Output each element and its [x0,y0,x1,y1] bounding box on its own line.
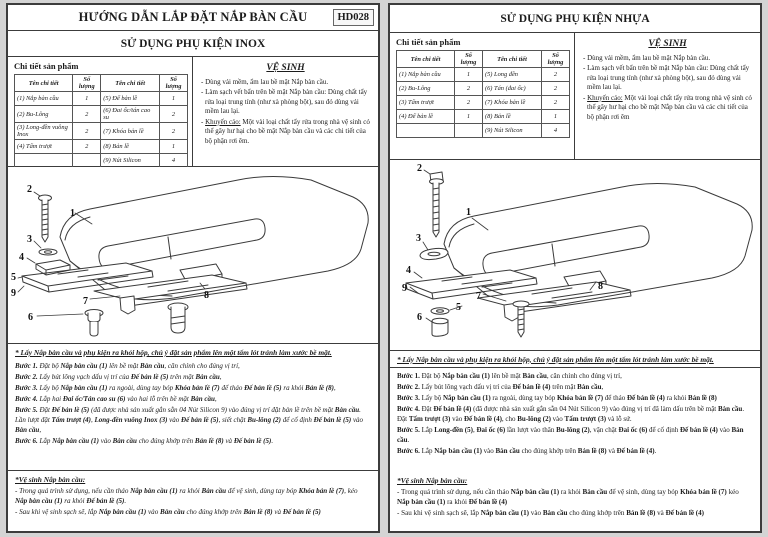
table-cell: 2 [73,140,101,154]
part-label-6: 6 [417,312,422,323]
exploded-diagram-inox [8,167,378,344]
table-row [397,82,570,96]
install-steps-section [390,368,760,472]
col-header: Số lượng [541,51,569,68]
table-cell: (4) Đế bản lề [397,110,455,124]
seat-cleaning-section [8,471,378,531]
table-cell: 4 [541,124,569,138]
part-label-4: 4 [406,265,411,276]
col-header: Tên chi tiết [101,75,160,92]
table-row [397,68,570,82]
table-cell: (2) Bu-Lông [15,106,73,123]
seat-cleaning-title: *Vệ sinh Nắp bàn cầu: [397,476,468,485]
parts-table-panel [390,33,575,159]
table-row [397,96,570,110]
seat-cleaning-item: - Sau khi vệ sinh sạch sẽ, lắp Nắp bàn cầu (1) vào Bàn cầu cho đúng khớp trên Bản lề (8) và Đế bản lề (5) [15,507,321,516]
table-cell: 1 [73,92,101,106]
table-header-row [397,51,570,68]
table-cell: (4) Tấm trượt [15,140,73,154]
section-subtitle-inox: SỬ DỤNG PHỤ KIỆN INOX [8,31,378,57]
unboxing-note: * Lấy Nắp bàn cầu và phụ kiện ra khỏi hộp, chú ý đặt sản phẩm lên một tấm lót tránh làm xước bề mặt. [397,354,714,364]
part-label-8: 8 [598,281,603,292]
part-label-1: 1 [70,208,75,219]
part-label-3: 3 [416,233,421,244]
col-header: Tên chi tiết [15,75,73,92]
part-label-7: 7 [476,291,481,302]
table-cell: (7) Khóa bản lề [101,123,160,140]
table-cell: 2 [454,82,482,96]
table-cell: (7) Khóa bản lề [482,96,541,110]
parts-label: Chi tiết sản phẩm [14,61,79,71]
table-cell: (3) Long-đền vuông Inox [15,123,73,140]
seat-cleaning-item: - Trong quá trình sử dụng, nếu cần tháo Nắp bàn cầu (1) ra khỏi Bàn cầu để vệ sinh, dùng tay bóp Khóa bản lề (7), kéo Nắp bàn cầu (1) ra khỏi Đế bản lề (5). [15,487,358,505]
table-cell: (5) Đế bản lề [101,92,160,106]
table-row [397,124,570,138]
install-step: Bước 5. Lắp Long-đền (5), Đai ốc (6) lần lượt vào thân Bu-lông (2), vặn chặt Đai ốc (6) để cố định Đế bản lề (4) vào Bàn cầu. [397,426,744,444]
install-step: Bước 6. Lắp Nắp bàn cầu (1) vào Bàn cầu cho đúng khớp trên Bản lề (8) và Đế bản lề (5). [15,437,274,445]
col-header: Số lượng [454,51,482,68]
table-cell: 1 [160,140,188,154]
table-cell: (9) Nút Silicon [482,124,541,138]
cleaning-item: - Làm sạch vết bẩn trên bề mặt Nắp bàn cầu: Dùng chất tẩy rửa loại trung tính (như xà phòng bột), sau đó dùng vải mềm lau lại. [583,64,750,92]
part-label-5: 5 [11,272,16,283]
table-cell: (8) Bản lề [101,140,160,154]
table-header-row [15,75,188,92]
table-cell: 2 [541,82,569,96]
table-cell: 1 [541,110,569,124]
seat-cleaning-item: - Trong quá trình sử dụng, nếu cần tháo Nắp bàn cầu (1) ra khỏi Bàn cầu để vệ sinh, dùng tay bóp Khóa bản lề (7) kéo Nắp bàn cầu (1) ra khỏi Đế bản lề (4) [397,488,739,506]
table-cell [73,154,101,168]
col-header: Tên chi tiết [482,51,541,68]
washer-drawing [431,308,449,314]
document-code-badge: HD028 [333,9,375,26]
cleaning-panel [575,33,760,159]
install-step: Bước 5. Đặt Đế bản lề (5) (đã được nhà sản xuất gắn sẵn 04 Nút Silicon 9) vào đúng vị trí đặt bản lề trên bề mặt Bàn cầu. Lần lượt đặt Tấm trượt (4), Long-đền vuông Inox (3) vào Đế bản lề (5), siết chặt Bu-lông (2) để cố định Đế bản lề (5) vào Bàn cầu, [15,406,364,434]
part-label-3: 3 [27,234,32,245]
table-cell: 2 [454,96,482,110]
table-cell: 2 [160,123,188,140]
cleaning-item: - Dùng vải mềm, ẩm lau bề mặt Nắp bàn cầu. [201,78,329,86]
part-label-2: 2 [27,184,32,195]
install-step: Bước 6. Lắp Nắp bàn cầu (1) vào Bàn cầu cho đúng khớp trên Bản lề (8) và Đế bản lề (4). [397,447,657,455]
table-cell: (2) Bu-Lông [397,82,455,96]
part-label-6: 6 [28,312,33,323]
seat-cleaning-title: *Vệ sinh Nắp bàn cầu: [15,475,86,484]
exploded-diagram-drawing [8,167,378,343]
seat-cleaning-item: - Sau khi vệ sinh sạch sẽ, lắp Nắp bàn cầu (1) vào Bàn cầu cho đúng khớp trên Bản lề (8) và Đế bản lề (4) [397,508,705,517]
page-nhua [388,3,762,533]
install-step: Bước 2. Lấy bút lông vạch dấu vị trí của Đế bản lề (5) trên mặt Bàn cầu, [15,373,222,381]
part-label-5: 5 [456,302,461,313]
part-label-9: 9 [402,283,407,294]
table-cell: 4 [160,154,188,168]
table-cell: 1 [454,110,482,124]
parts-table [14,74,188,168]
dish-washer-drawing [420,248,448,259]
cleaning-item: - Khuyến cáo: Một vài loại chất tẩy rửa trong nhà vệ sinh có thể gây hư hại cho bề mặt Nắp bàn cầu và các chi tiết của bộ phận rơi êm. [201,117,370,145]
product-info-section [390,33,760,160]
table-cell: (9) Nút Silicon [101,154,160,168]
table-cell: (3) Tấm trượt [397,96,455,110]
install-steps-section [8,344,378,471]
table-cell: 2 [541,68,569,82]
install-step: Bước 2. Lấy bút lông vạch dấu vị trí của Đế bản lề (4) trên mặt Bàn cầu, [397,383,604,391]
install-step: Bước 3. Lấy bộ Nắp bàn cầu (1) ra ngoài, dùng tay bóp Khóa bản lề (7) để tháo Đế bản lề (5) ra khỏi Bản lề (8), [15,384,336,392]
parts-table [396,50,570,138]
table-cell [397,124,455,138]
part-label-4: 4 [19,252,24,263]
document-title-bar [8,5,378,31]
product-info-section [8,57,378,167]
section-subtitle-nhua: SỬ DỤNG PHỤ KIỆN NHỰA [390,5,760,33]
table-cell: (6) Đai ốc/tán cao su [101,106,160,123]
cleaning-panel [193,57,378,166]
table-row [15,154,188,168]
install-step: Bước 1. Đặt bộ Nắp bàn cầu (1) lên bề mặt Bàn cầu, căn chỉnh cho đúng vị trí, [15,362,240,370]
document-title: HƯỚNG DẪN LẮP ĐẶT NẮP BÀN CẦU [78,10,308,24]
table-cell: (1) Nắp bàn cầu [397,68,455,82]
install-step: Bước 1. Đặt bộ Nắp bàn cầu (1) lên bề mặt Bàn cầu, căn chỉnh cho đúng vị trí, [397,372,622,380]
table-cell: (5) Long đền [482,68,541,82]
page-inox [6,3,380,533]
table-cell: 2 [73,123,101,140]
col-header: Tên chi tiết [397,51,455,68]
hinge-lock-drawing [120,296,135,314]
col-header: Số lượng [160,75,188,92]
table-cell: 1 [160,92,188,106]
cleaning-title: VỆ SINH [648,39,687,49]
table-cell [454,124,482,138]
unboxing-note-row [390,351,760,368]
table-cell: 2 [73,106,101,123]
table-row [15,123,188,140]
seat-cleaning-section [390,472,760,531]
table-cell: 2 [160,106,188,123]
install-step: Bước 4. Lắp hai Đai ốc/Tán cao su (6) vào hai lỗ trên bề mặt Bàn cầu, [15,395,217,403]
col-header: Số lượng [73,75,101,92]
cleaning-title: VỆ SINH [266,63,305,73]
cleaning-item: - Khuyến cáo: Một vài loại chất tẩy rửa trong nhà vệ sinh có thể gây hư hại cho bề mặt Nắp bàn cầu và các chi tiết của bộ phận rơi êm [583,93,752,121]
parts-label: Chi tiết sản phẩm [396,37,461,47]
table-row [397,110,570,124]
table-cell: 2 [541,96,569,110]
table-row [15,92,188,106]
parts-table-panel [8,57,193,166]
part-label-2: 2 [417,163,422,174]
washer-drawing [39,249,57,255]
table-cell [15,154,73,168]
exploded-diagram-nhua [390,160,760,351]
table-cell: 1 [454,68,482,82]
exploded-diagram-drawing [390,160,760,350]
table-row [15,140,188,154]
table-cell: (6) Tán (đai ốc) [482,82,541,96]
cleaning-item: - Dùng vải mềm, ẩm lau bề mặt Nắp bàn cầu. [583,54,711,62]
install-step: Bước 3. Lấy bộ Nắp bàn cầu (1) ra ngoài, dùng tay bóp Khóa bản lề (7) để tháo Đế bản lề (4) ra khỏi Bản lề (8) [397,394,717,402]
part-label-9: 9 [11,288,16,299]
table-row [15,106,188,123]
part-label-7: 7 [83,296,88,307]
slider-drawing [36,260,70,270]
part-label-8: 8 [204,290,209,301]
table-cell: (1) Nắp bàn cầu [15,92,73,106]
cleaning-item: - Làm sạch vết bẩn trên bề mặt Nắp bàn cầu: Dùng chất tẩy rửa loại trung tính (như xà phòng bột), sau đó dùng vải mềm lau lại. [201,88,368,116]
install-step: Bước 4. Đặt Đế bản lề (4) (đã được nhà sản xuất gắn sẵn 04 Nút Silicon 9) vào đúng vị trí đã làm dấu trên bề mặt Bàn cầu. Đặt Tấm trượt (3) vào Đế bản lề (4), cho Bu-lông (2) vào Tấm trượt (3) và lỗ sứ. [397,405,745,423]
unboxing-note: * Lấy Nắp bàn cầu và phụ kiện ra khỏi hộp, chú ý đặt sản phẩm lên một tấm lót tránh làm xước bề mặt. [15,348,332,357]
table-cell: (8) Bản lề [482,110,541,124]
part-label-1: 1 [466,207,471,218]
